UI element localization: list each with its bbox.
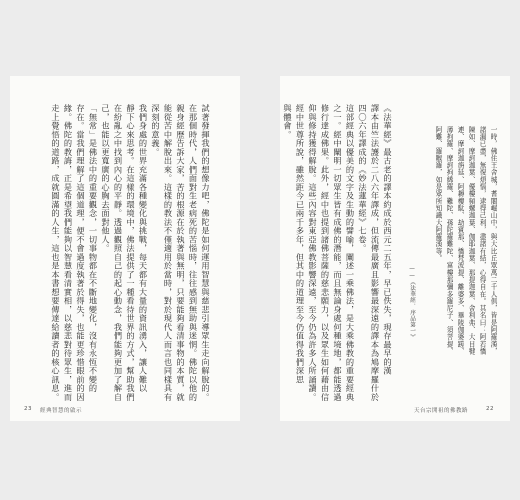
body-line: 《法華經》最古老的譯本約成於西元二五年，早已佚失，現存最早的漢: [383, 104, 393, 376]
left-page: [10, 76, 240, 421]
body-line: 這部經典以優美的文字及生動的譬喻，闡述一乘佛法，是大乘佛教的重要經典: [345, 104, 356, 402]
body-line: 經中世尊所說，雖然距今已兩千多年，但其中的道理至今仍值得我們深思: [295, 104, 306, 384]
body-line: 緣。佛陀的教誨，正是希望我們能夠以智慧看清實相，以慈悲對待眾生，進而: [63, 104, 74, 402]
body-line: 存在。當我們理解了這個道理，便不會過度執著於得失，也能更珍惜眼前的因: [76, 104, 86, 402]
quote-citation: ——《法華經．序品第一》: [409, 266, 415, 340]
body-line: 「無常」是佛法中的重要觀念，一切事物都在不斷地變化，沒有永恆不變的: [88, 104, 99, 393]
body-line: 靜下心來思考。在這樣的環境中，佛法提供了一種看待世界的方式，幫助我們: [126, 104, 136, 402]
body-line: 在紛亂之中找到內心的平靜。透過觀照自己的起心動念，我們能夠更加了解自: [113, 104, 124, 402]
body-line: 之一。經中闡明一切眾生皆有成佛的潛能，而且無論身處何種境地，都能透過: [333, 104, 343, 402]
body-line: 己，也能以更寬廣的心胸去面對他人。: [101, 104, 111, 253]
right-page: [280, 76, 510, 421]
body-line: 四〇六年譯成的《妙法蓮華經》七卷。: [358, 104, 368, 253]
quote-line: 陳如、摩訶迦葉、優樓頻螺迦葉、伽耶迦葉、那提迦葉、舍利弗、大目犍: [467, 126, 475, 355]
body-line: 在那個時代，人們面對生老病死的苦惱時，往往感到無助與迷惘。佛陀以他的: [188, 104, 199, 402]
body-line: 與體會。: [283, 104, 293, 139]
body-line: 深刻的意義。: [151, 104, 161, 157]
quote-line: 阿難、羅睺羅，如是眾所知識大阿羅漢等。: [434, 126, 442, 262]
running-title: 天台宗開祖的佛教路: [414, 408, 469, 414]
quote-line: 一時，佛住王舍城，耆闍崛山中，與大比丘眾萬二千人俱，皆是阿羅漢，: [489, 126, 497, 355]
body-line: 親身經歷告訴大家，苦的根源在於執著與無明，只要能夠看清事物的本質，就: [176, 104, 186, 402]
quote-line: 薄拘羅、摩訶拘絺羅、難陀、孫陀羅難陀、富樓那彌多羅尼子、須菩提、: [445, 126, 453, 355]
page-number: 23: [24, 406, 32, 412]
quote-line: 諸漏已盡，無復煩惱，逮得己利，盡諸有結，心得自在。其名曰：阿若憍: [478, 126, 486, 355]
body-line: 仰與修持獲得解脫。這些內容對東亞佛教影響深遠，至今仍為許多人所誦讀。: [308, 104, 318, 402]
quote-line: 連、摩訶迦旃延、阿耨樓駄、劫賓那、憍梵波提、離婆多、畢陵伽婆蹉、: [456, 126, 464, 355]
body-line: 譯本由竺法護於二八六年譯成，但流傳最廣且影響最深遠的譯本為鳩摩羅什於: [370, 104, 381, 402]
body-line: 能從苦中解脫出來。這樣的教法不僅適用於當時，對於現代人而言也同樣具有: [163, 104, 174, 402]
page-number: 22: [486, 406, 494, 412]
body-line: 我們身處的世界充滿各種變化與挑戰，每天都有大量的資訊湧入，讓人難以: [138, 104, 149, 393]
running-title: 經典智慧的啟示: [40, 408, 83, 414]
body-line: 修行達成佛果。此外，經中也提到諸佛菩薩的慈悲願力，以及眾生如何藉由信: [320, 104, 331, 402]
body-line: 走上覺悟的道路，成就圓滿的人生，這也是本書想要傳達給讀者的核心訊息。: [51, 104, 61, 402]
body-line: 試著發揮我們的想像力吧，佛陀是如何運用智慧與慈悲引導眾生走向解脫的。: [201, 104, 211, 402]
